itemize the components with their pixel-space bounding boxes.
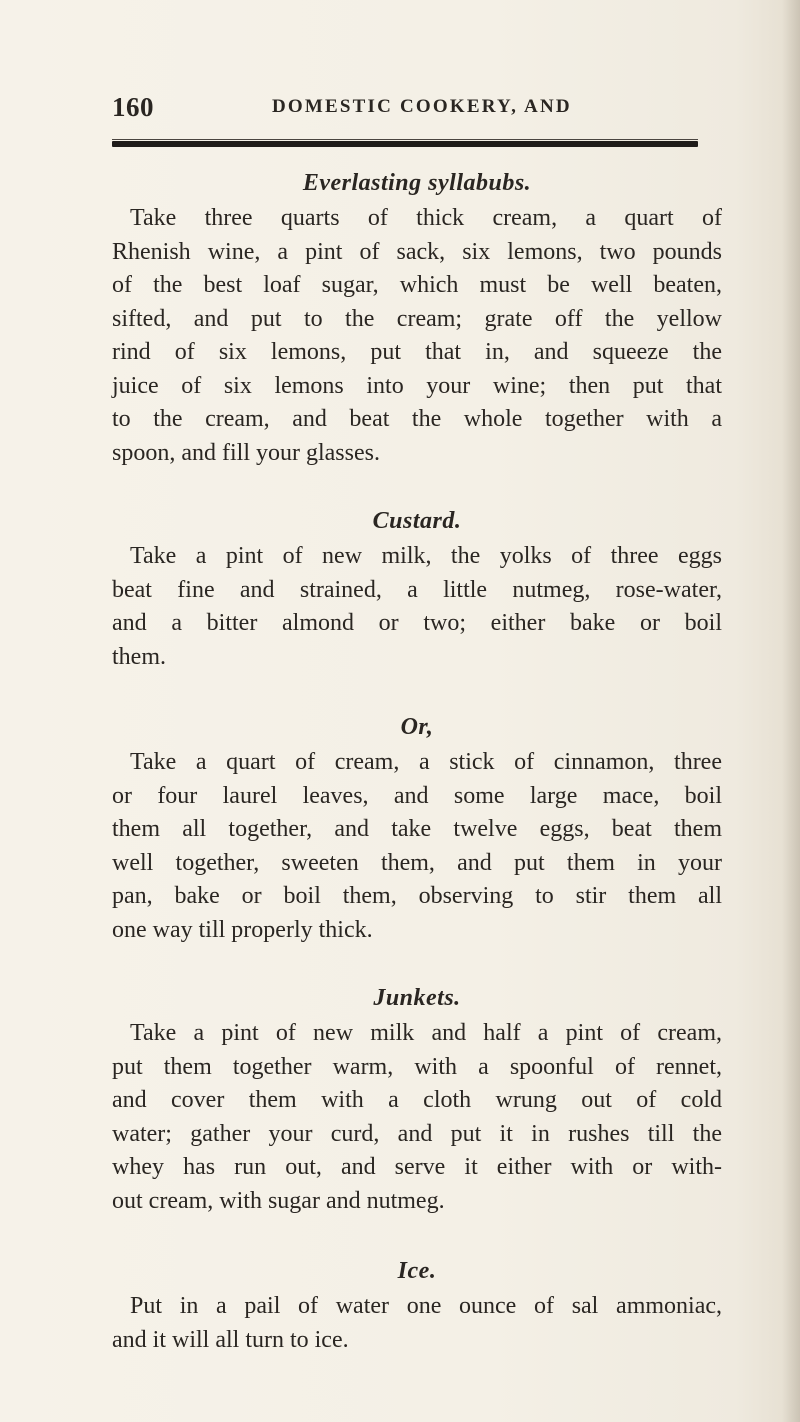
text-line: and a bitter almond or two; either bake or boil xyxy=(112,610,722,636)
text-line: Put in a pail of water one ounce of sal ammoniac, xyxy=(130,1293,722,1319)
text-line: put them together warm, with a spoonful of rennet, xyxy=(112,1053,722,1080)
text-line: rind of six lemons, put that in, and squeeze the xyxy=(112,339,722,365)
page-header xyxy=(112,92,712,126)
text-line: of the best loaf sugar, which must be well beaten, xyxy=(112,272,722,298)
text-line: them all together, and take twelve eggs, beat them xyxy=(112,816,722,842)
text-line: whey has run out, and serve it either with or with- xyxy=(112,1154,722,1180)
running-head: DOMESTIC COOKERY, AND xyxy=(272,96,572,117)
text-line: sifted, and put to the cream; grate off the yellow xyxy=(112,305,722,332)
page-edge-shadow xyxy=(782,0,800,1422)
recipe-body-everlasting-syllabubs xyxy=(112,202,722,470)
text-line: to the cream, and beat the whole together with a xyxy=(112,406,722,432)
text-line: them. xyxy=(112,643,166,670)
text-line: one way till properly thick. xyxy=(112,916,373,943)
text-line: Take three quarts of thick cream, a quart of xyxy=(130,205,722,231)
page-number: 160 xyxy=(112,92,154,122)
text-line: beat fine and strained, a little nutmeg, rose-water, xyxy=(112,576,722,603)
recipe-body-ice xyxy=(112,1290,722,1357)
header-rule xyxy=(112,141,698,147)
text-line: and it will all turn to ice. xyxy=(112,1326,349,1353)
recipe-title-or: Or, xyxy=(400,714,434,740)
recipe-body-custard xyxy=(112,540,722,674)
text-line: and cover them with a cloth wrung out of cold xyxy=(112,1087,722,1113)
text-line: juice of six lemons into your wine; then put that xyxy=(112,372,722,399)
text-line: Take a pint of new milk and half a pint of cream, xyxy=(130,1020,722,1046)
text-line: spoon, and fill your glasses. xyxy=(112,439,380,466)
text-line: Take a quart of cream, a stick of cinnamon, three xyxy=(130,749,722,775)
text-line: out cream, with sugar and nutmeg. xyxy=(112,1187,445,1214)
text-line: water; gather your curd, and put it in rushes till the xyxy=(112,1120,722,1147)
text-line: or four laurel leaves, and some large mace, boil xyxy=(112,782,722,809)
text-line: Rhenish wine, a pint of sack, six lemons, two pounds xyxy=(112,238,722,265)
recipe-body-junkets xyxy=(112,1017,722,1218)
recipe-title-ice: Ice. xyxy=(397,1258,437,1284)
header-rule-thin xyxy=(112,139,698,140)
text-line: pan, bake or boil them, observing to stir them all xyxy=(112,883,722,909)
recipe-title-custard: Custard. xyxy=(372,508,462,534)
recipe-title-junkets: Junkets. xyxy=(373,985,461,1011)
page-content xyxy=(112,166,722,1357)
text-line: Take a pint of new milk, the yolks of three eggs xyxy=(130,543,722,569)
recipe-body-or xyxy=(112,746,722,947)
text-line: well together, sweeten them, and put them in your xyxy=(112,849,722,876)
recipe-title-everlasting-syllabubs: Everlasting syllabubs. xyxy=(302,170,532,196)
